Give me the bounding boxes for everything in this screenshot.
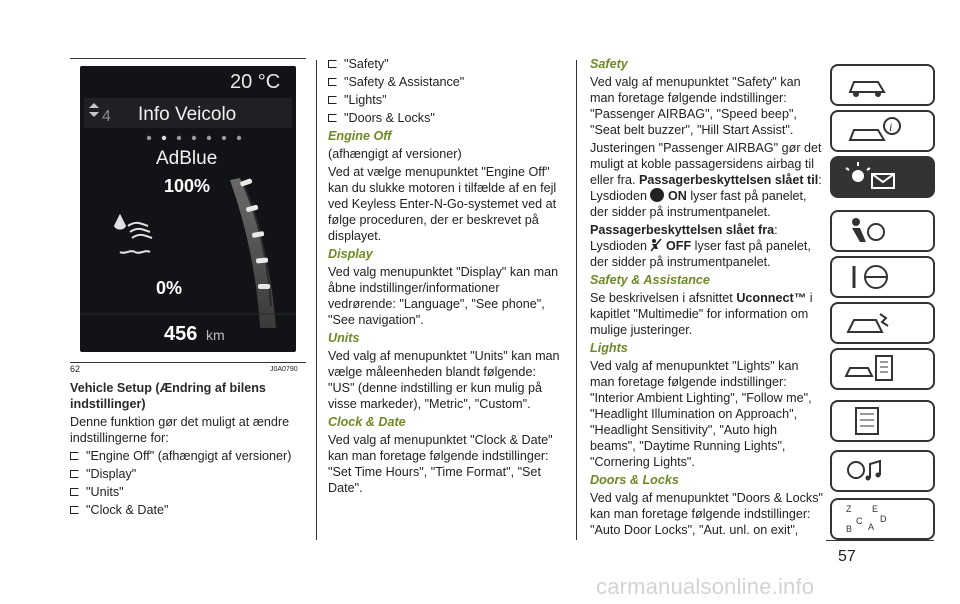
range-unit: km [206,327,225,343]
subheading-units: Units [328,331,360,345]
svg-text:E: E [872,504,879,514]
subheading-engine-off: Engine Off [328,129,392,143]
intro-text: Denne funktion gør det muligt at ændre indstillingerne for: [70,415,290,445]
item-name: AdBlue [156,148,218,169]
svg-text:B: B [846,524,853,534]
warning-light-icon [832,158,933,196]
level-bottom: 0% [156,278,183,298]
page-number: 57 [838,548,856,565]
range-value: 456 [164,323,198,345]
svg-text:A: A [868,522,875,532]
subheading-clock-date: Clock & Date [328,415,406,429]
column-1 [70,380,306,520]
tab-servicing[interactable] [830,348,935,390]
list-item: "Safety & Assistance" [328,74,564,90]
tab-getting-to-know[interactable] [830,110,935,152]
list-item: "Clock & Date" [70,502,306,518]
subheading-safety: Safety [590,57,628,71]
paragraph: Ved valg af menupunktet "Doors & Locks" kan man foretage følgende indstillinger: "Auto Door Locks", "Aut. unl. on exit", [590,491,823,537]
tab-vehicle-info[interactable] [830,64,935,106]
index-letters-icon [832,500,933,538]
car-info-icon [832,66,933,104]
paragraph: Justeringen "Passenger AIRBAG" gør det muligt at koble passagersidens airbag til eller fra. Passagerbeskyttelsen slået til: Lysdioden ON lyser fast på panelet, der sidder på instrumentpanelet. [590,141,822,219]
subheading-lights: Lights [590,341,628,355]
service-checklist-icon [832,402,933,440]
car-crash-icon [832,304,933,342]
menu-title: Info Veicolo [138,104,237,125]
adblue-icon [115,216,152,253]
temperature: 20 °C [230,71,281,93]
airbag-on-icon [650,188,664,202]
svg-text:C: C [856,516,863,526]
watermark: carmanualsonline.info [596,574,815,599]
paragraph: Ved valg af menupunktet "Units" kan man vælge måleenheden blandt følgende: "US" (denne indstilling er kun mulig på visse markeder), "Metric", "Custom". [328,349,560,411]
paragraph: Ved valg af menupunktet "Safety" kan man foretage følgende indstillinger: "Passenger AIRBAG", "Speed beep", "Seat belt buzzer", "Hill Start Assist". [590,75,801,137]
tab-starting-driving[interactable] [830,256,935,298]
svg-text:4: 4 [102,108,111,125]
column-divider [576,60,577,540]
column-3 [590,56,826,540]
tab-index[interactable] [830,498,935,540]
tab-dashboard-lights[interactable] [830,156,935,198]
multimedia-icon [832,452,933,490]
figure-code: J0A0790 [270,366,298,373]
subheading-doors-locks: Doors & Locks [590,473,679,487]
paragraph: Ved valg af menupunktet "Lights" kan man foretage følgende indstillinger: "Interior Ambient Lighting", "Follow me", "Headlight Illumination on Approach", "Headlight Sensitivity", "Auto high beams", "Daytime Running Lights", "Cornering Lights". [590,359,812,469]
airbag-person-icon [832,212,933,250]
list-item: "Engine Off" (afhængigt af versioner) [70,448,306,464]
section-heading: Vehicle Setup (Ændring af bilens indstillinger) [70,381,266,411]
page-rule [826,540,934,541]
tab-safety[interactable] [830,210,935,252]
paragraph: Ved valg menupunktet "Display" kan man åbne indstillinger/informationer vedrørende: "Language", "See phone", "See navigation". [328,265,559,327]
list-item: "Safety" [328,56,564,72]
list-item: "Lights" [328,92,564,108]
figure-rule [70,362,306,363]
list-item: "Doors & Locks" [328,110,564,126]
paragraph: Ved valg af menupunktet "Clock & Date" kan man foretage følgende indstillinger: "Set Time Hours", "Time Format", "Set Date". [328,433,553,495]
subheading-safety-assistance: Safety & Assistance [590,273,710,287]
instrument-display [80,66,296,352]
paragraph: Passagerbeskyttelsen slået fra: Lysdioden OFF lyser fast på panelet, der sidder på instrumentpanelet. [590,223,811,269]
svg-text:Z: Z [846,504,852,514]
subheading-display: Display [328,247,373,261]
display-graphic [80,66,296,352]
column-divider [316,60,317,540]
service-checklist-icon [832,350,933,388]
tab-in-emergency[interactable] [830,302,935,344]
svg-text:i: i [889,120,893,134]
list-item: "Units" [70,484,306,500]
car-info-icon-2 [832,112,933,150]
page-dots [147,136,241,140]
list-item: "Display" [70,466,306,482]
column-2 [328,56,564,498]
paragraph: Se beskrivelsen i afsnittet Uconnect™ i kapitlet "Multimedie" for information om mulige justeringer. [590,291,813,337]
figure-number: 62 [70,364,81,374]
svg-text:D: D [880,514,887,524]
airbag-off-icon [650,238,662,252]
tab-technical-data[interactable] [830,400,935,442]
paragraph: (afhængigt af versioner) [328,147,462,161]
steering-wheel-icon [832,258,933,296]
tab-multimedia[interactable] [830,450,935,492]
level-gauge [230,178,276,328]
paragraph: Ved at vælge menupunktet "Engine Off" kan du slukke motoren i tilfælde af en fejl ved Keyless Enter-N-Go-systemet ved at følge proceduren, der er beskrevet på displayet. [328,165,557,243]
level-top: 100% [164,176,211,196]
